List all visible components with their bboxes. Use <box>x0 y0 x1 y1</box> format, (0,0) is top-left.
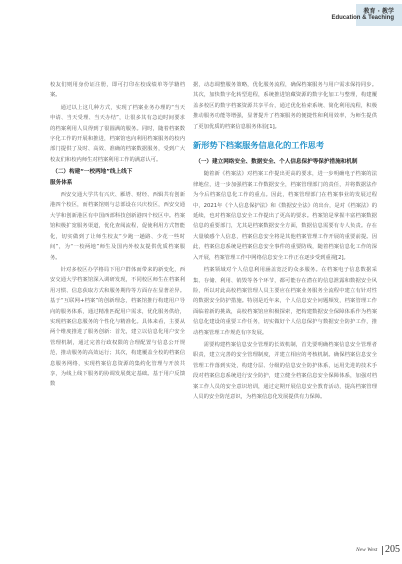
section-title-cn: 教育 · 教学 <box>363 8 394 15</box>
page-number: 205 <box>385 544 400 555</box>
paragraph: 通过以上这几种方式，实现了档案业务办理的“当天申请、当天受理、当天办结”，让很多其有急迫时间要求的档案利用人员得到了很圆满的服务。同时，随着档案数字化工作的开展和推进，档案馆也向利用档案服务的校内部门提供了及时、高效、准确的档案数据服务，受到广大校友们和校内师生对档案利用工作的满意认可。 <box>50 104 185 163</box>
paragraph: 据，动态调整服务策略，优化服务流程，确保档案服务与用户需求保持同步。其次，加快数字化转型进程，系统推进馆藏资源的数字化加工与整理，构建覆盖多校区的数字档案资源共享平台，通过优化检索系统、简化利用流程，积极推动服务功能等增强，显著提升了档案服务的便捷性和利用效率，为师生提供了更加优质的档案信息服务体验[1]。 <box>193 82 377 130</box>
paragraph: 需要构建档案信息安全管理的长效机制，首先要明确档案信息安全管理者职责，建立完善的安全管理制度，并建立相应的考核机制。确保档案信息安全管理工作落到实处，构建分层、分级的信息安全防护体系，运用先进的技术手段对档案信息系统进行安全防护，建立健全档案信息安全保障体系，加强对档案工作人员的安全意识培训，通过定期开展信息安全教育活动，提高档案管理人员的安全防范意识，为档案信息化发展提供有力保障。 <box>193 341 377 400</box>
paragraph: 针对多校区办学格局下用户群体而带来的新变化，西安交通大学档案馆深入调研发现，不同校区师生在档案利用习惯、信息获取方式和服务期待等方面存在显著差异。基于“互联网+档案”的创新理念，档案馆推行构建用户导向的服务体系，通过精准匹配用户需求，优化服务供给，实现档案信息服务的个性化与精准化。具体来看，主要从两个维度推进了服务创新：首先，建立以信息化用户安全管理机制，通过完善行政权限的合理配置与信息公开规范，推动服务的高效运行；其次，构建覆盖全校的档案信息服务网络，实现档案信息资源的集约化管理与开放共享，为线上线下服务的协调发展奠定基础。基于用户反馈数 <box>50 266 185 388</box>
subsection-heading: （二）构建“一校两地”线上线下 服务体系 <box>50 169 133 186</box>
left-column <box>50 80 185 392</box>
section-heading: 新形势下档案服务信息化的工作思考 <box>193 140 325 151</box>
paragraph: 档案领域对个人信息利用涵盖宽泛的众多服务。在档案电子信息数据采集、存储、利用、销毁等各个环节，都可能存在潜在的信息泄露和数据安全风险，所以对此高校档案管理人员主要应在档案业务服务全流程中建立有针对性的数据安全防护措施。特别是近年来，个人信息安全问题频发，档案管理工作面临着新的挑战，高校档案馆应积极探索，把构建数据安全保障体系作为档案信息化建设的重要工作任务，切实做好个人信息保护与数据安全防护工作，推动档案管理工作规范有序发展。 <box>193 267 377 336</box>
paragraph: 西安交通大学共有兴庆、雁塔、财经、西辑共有创新港四个校区，而档案馆则与总部设在兴庆校区，西安交通大学和创新港区有中国西部科技创新港四个校区中。档案馆积极扩宽服务渠道，优化查阅流程，促使利用方式智能化，切实做到了让师生校友“少跑一趟路、少花一些时间”，为“一校两地”师生及国内外校友提供优质档案服务。 <box>50 192 185 261</box>
paragraph: 校友们则用身份证注册，即可打印在校成绩单等学籍档案。 <box>50 82 185 99</box>
right-column <box>193 80 377 404</box>
subsection-heading: （一）建立网络安全、数据安全、个人信息保护等保护措施和机制 <box>195 159 358 166</box>
footer-divider <box>382 546 383 555</box>
journal-name: New West <box>356 547 378 553</box>
section-title-en: Education & Teaching <box>331 15 394 21</box>
paragraph: 随着新《档案法》对档案工作提出更高的要求，进一步明确电子档案的法律地位，进一步加强档案工作数据安全，档案管理部门的责任，并将数据法作为今后档案信息化工作的重点。因此，档案管理部门在档案事业的发展过程中，2021年《个人信息保护法》和《数据安全法》的出台，是对《档案法》的延续，也对档案信息安全工作提出了更高的要求。档案馆是掌握丰富档案数据信息的重要部门，尤其是档案数据安全方面，数据信息需要有专人负责。存在大量敏感个人信息，档案信息安全将是其他档案管理工作开展的重要前提。因此，档案信息系统是档案信息安全事件的重要防线，随着档案信息化工作的深入开展，档案管理工作中网络信息安全工作正在逐步受到重视[2]。 <box>193 171 377 261</box>
